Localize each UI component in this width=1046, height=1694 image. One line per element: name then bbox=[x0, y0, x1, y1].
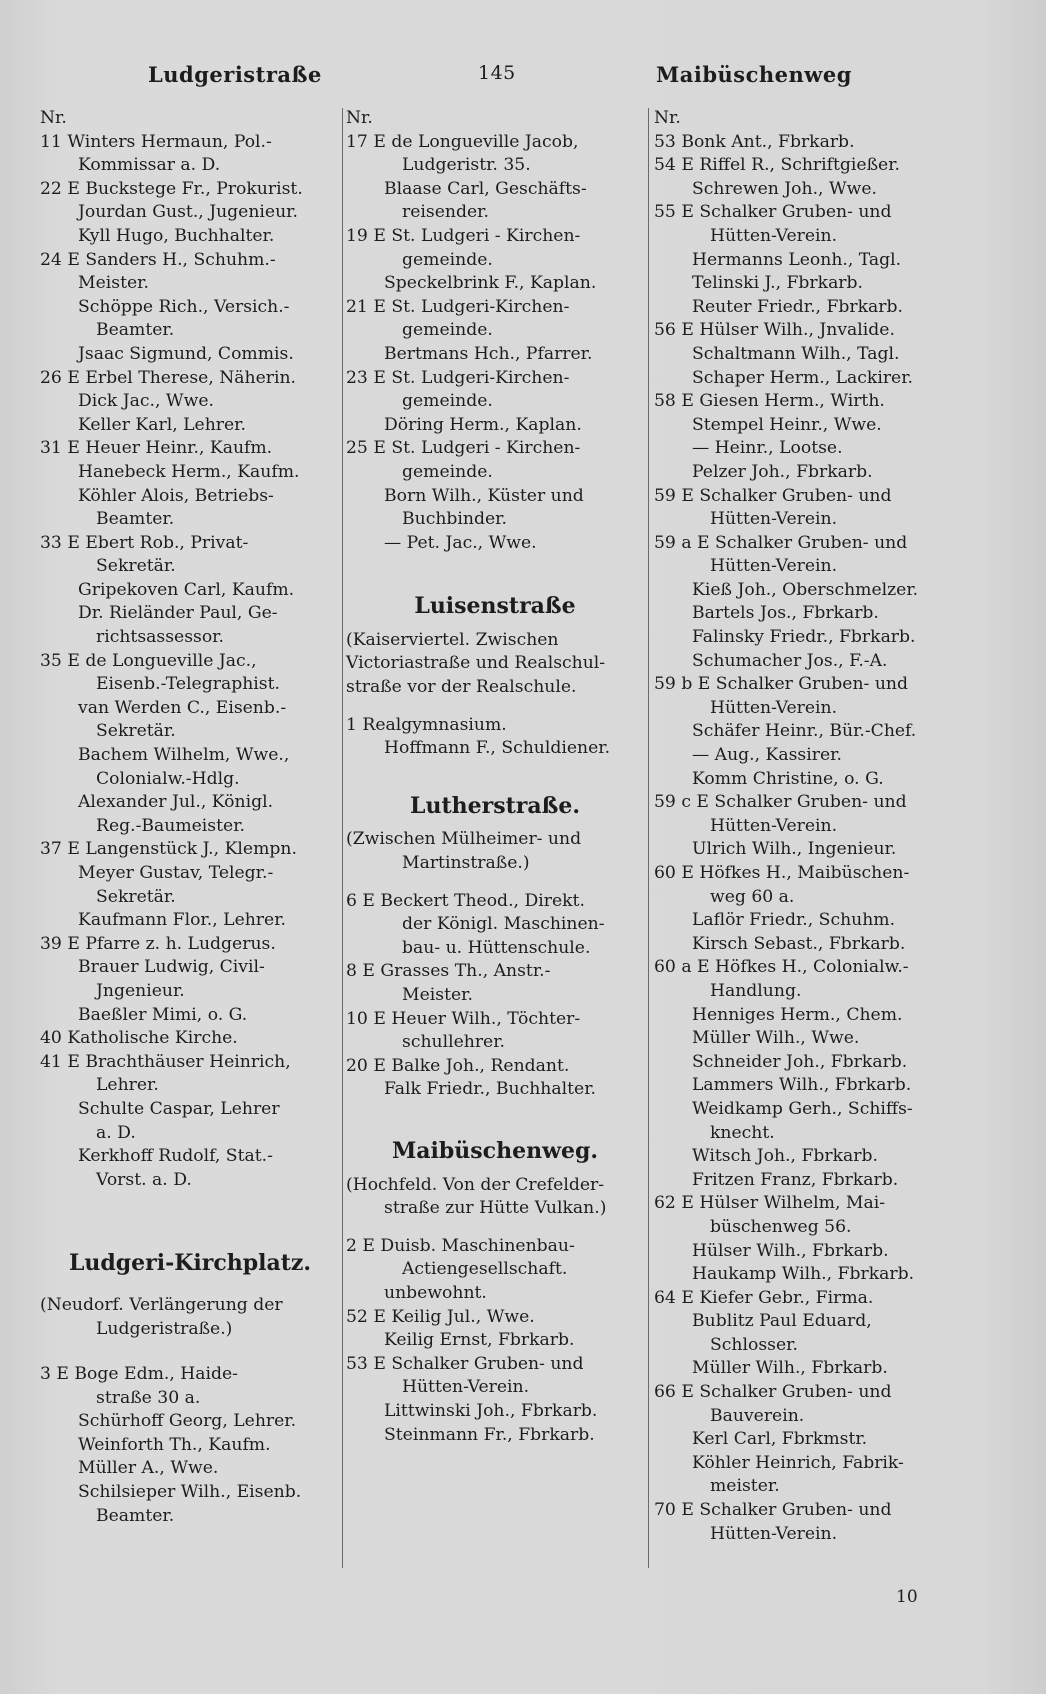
entry-line: Schrewen Joh., Wwe. bbox=[692, 178, 877, 199]
entry-line: 62 E Hülser Wilhelm, Mai- bbox=[654, 1193, 886, 1214]
entry-line: — Pet. Jac., Wwe. bbox=[384, 532, 537, 553]
spacer bbox=[346, 1221, 644, 1235]
street-note: straße zur Hütte Vulkan.) bbox=[384, 1198, 607, 1219]
entry-line: Kaufmann Flor., Lehrer. bbox=[78, 910, 286, 931]
entry-line: 59 a E Schalker Gruben- und bbox=[654, 532, 908, 553]
entry-line: 8 E Grasses Th., Anstr.- bbox=[346, 961, 551, 982]
entry-line: 11 Winters Hermaun, Pol.- bbox=[40, 131, 272, 152]
entry-line: 40 Katholische Kirche. bbox=[40, 1028, 238, 1049]
entry-line: Vorst. a. D. bbox=[96, 1169, 192, 1190]
entry-line: Beamter. bbox=[96, 1505, 175, 1526]
entry-line: 60 E Höfkes H., Maibüschen- bbox=[654, 863, 910, 883]
entry-line: 25 E St. Ludgeri - Kirchen- bbox=[346, 438, 581, 459]
entry-line: 53 E Schalker Gruben- und bbox=[346, 1353, 584, 1374]
street-heading: Maibüschenweg. bbox=[391, 1137, 599, 1164]
entry-line: Pelzer Joh., Fbrkarb. bbox=[692, 461, 873, 482]
spacer bbox=[346, 818, 644, 828]
entry-line: 59 b E Schalker Gruben- und bbox=[654, 674, 908, 695]
signature-mark: 10 bbox=[896, 1587, 918, 1607]
spacer bbox=[40, 1341, 340, 1363]
spacer bbox=[346, 761, 644, 795]
entry-line: Jourdan Gust., Jugenieur. bbox=[78, 202, 298, 223]
entry-line: Müller Wilh., Fbrkarb. bbox=[692, 1358, 888, 1379]
entry-line: 6 E Beckert Theod., Direkt. bbox=[346, 890, 585, 911]
entry-line: a. D. bbox=[96, 1122, 136, 1143]
entry-line: Actiengesellschaft. bbox=[402, 1259, 568, 1280]
entry-line: Falinsky Friedr., Fbrkarb. bbox=[692, 627, 916, 648]
entry-line: Witsch Joh., Fbrkarb. bbox=[692, 1146, 878, 1167]
column-rule bbox=[648, 108, 649, 1568]
entry-line: Handlung. bbox=[710, 980, 802, 1001]
entry-line: 3 E Boge Edm., Haide- bbox=[40, 1364, 238, 1385]
entry-line: 1 Realgymnasium. bbox=[346, 714, 507, 735]
entry-line: 31 E Heuer Heinr., Kaufm. bbox=[40, 438, 273, 459]
entry-line: Alexander Jul., Königl. bbox=[78, 792, 274, 813]
entry-line: Hütten-Verein. bbox=[710, 1523, 838, 1544]
spacer bbox=[40, 1192, 340, 1252]
entry-line: 23 E St. Ludgeri-Kirchen- bbox=[346, 367, 570, 388]
entry-line: gemeinde. bbox=[402, 320, 493, 341]
entry-line: Jsaac Sigmund, Commis. bbox=[78, 343, 294, 364]
entry-line: Komm Christine, o. G. bbox=[692, 768, 884, 789]
entry-line: Kerl Carl, Fbrkmstr. bbox=[692, 1429, 868, 1450]
entry-line: Meister. bbox=[78, 273, 149, 294]
street-note: (Kaiserviertel. Zwischen bbox=[346, 629, 559, 650]
entry-line: Keilig Ernst, Fbrkarb. bbox=[384, 1330, 575, 1351]
entry-line: 19 E St. Ludgeri - Kirchen- bbox=[346, 225, 581, 246]
entry-line: Laflör Friedr., Schuhm. bbox=[692, 910, 896, 931]
entry-line: 37 E Langenstück J., Klempn. bbox=[40, 839, 297, 860]
entry-line: Beamter. bbox=[96, 320, 175, 341]
entry-line: Speckelbrink F., Kaplan. bbox=[384, 273, 597, 294]
entry-line: 59 E Schalker Gruben- und bbox=[654, 485, 892, 506]
entry-line: Fritzen Franz, Fbrkarb. bbox=[692, 1169, 899, 1190]
spacer bbox=[346, 876, 644, 890]
entry-line: meister. bbox=[710, 1476, 780, 1497]
entry-line: Müller A., Wwe. bbox=[78, 1458, 219, 1479]
entry-line: Müller Wilh., Wwe. bbox=[692, 1028, 860, 1049]
entry-line: schullehrer. bbox=[402, 1032, 505, 1053]
entry-line: Kommissar a. D. bbox=[78, 155, 221, 176]
entry-line: Schumacher Jos., F.-A. bbox=[692, 650, 888, 671]
entry-line: Brauer Ludwig, Civil- bbox=[78, 957, 265, 978]
entry-line: gemeinde. bbox=[402, 249, 493, 270]
street-note: straße vor der Realschule. bbox=[346, 677, 577, 698]
entry-line: Hütten-Verein. bbox=[710, 225, 838, 246]
entry-line: Kieß Joh., Oberschmelzer. bbox=[692, 579, 919, 600]
entry-line: Henniges Herm., Chem. bbox=[692, 1004, 903, 1025]
street-note: Victoriastraße und Realschul- bbox=[346, 653, 606, 674]
entry-line: reisender. bbox=[402, 202, 489, 223]
entry-line: Falk Friedr., Buchhalter. bbox=[384, 1079, 596, 1100]
entry-line: Sekretär. bbox=[96, 721, 176, 742]
street-heading: Ludgeri-Kirchplatz. bbox=[68, 1250, 312, 1277]
entry-line: Schaper Herm., Lackirer. bbox=[692, 367, 914, 388]
entry-line: Schneider Joh., Fbrkarb. bbox=[692, 1051, 908, 1072]
entry-line: Hütten-Verein. bbox=[402, 1377, 530, 1398]
entry-line: Nr. bbox=[346, 108, 373, 128]
entry-line: büschenweg 56. bbox=[710, 1216, 852, 1237]
entry-line: Köhler Heinrich, Fabrik- bbox=[692, 1452, 904, 1473]
entry-line: 53 Bonk Ant., Fbrkarb. bbox=[654, 131, 855, 152]
spacer bbox=[346, 1164, 644, 1174]
entry-line: Hanebeck Herm., Kaufm. bbox=[78, 461, 300, 482]
entry-line: 64 E Kiefer Gebr., Firma. bbox=[654, 1287, 874, 1308]
entry-line: Lammers Wilh., Fbrkarb. bbox=[692, 1075, 912, 1096]
running-head-right: Maibüschenweg bbox=[656, 62, 852, 87]
entry-line: Born Wilh., Küster und bbox=[384, 485, 584, 506]
entry-line: 52 E Keilig Jul., Wwe. bbox=[346, 1306, 535, 1327]
entry-line: gemeinde. bbox=[402, 461, 493, 482]
entry-line: — Heinr., Lootse. bbox=[692, 438, 843, 459]
entry-line: Gripekoven Carl, Kaufm. bbox=[78, 579, 295, 600]
entry-line: Weinforth Th., Kaufm. bbox=[78, 1434, 271, 1455]
entry-line: richtsassessor. bbox=[96, 627, 224, 648]
entry-line: 22 E Buckstege Fr., Prokurist. bbox=[40, 178, 303, 199]
entry-line: 60 a E Höfkes H., Colonialw.- bbox=[654, 957, 909, 978]
entry-line: 55 E Schalker Gruben- und bbox=[654, 202, 892, 223]
entry-line: Lehrer. bbox=[96, 1075, 159, 1096]
entry-line: Meister. bbox=[402, 985, 473, 1005]
street-note: (Zwischen Mülheimer- und bbox=[346, 829, 582, 850]
column-rule bbox=[342, 108, 343, 1568]
entry-line: Schilsieper Wilh., Eisenb. bbox=[78, 1482, 302, 1503]
entry-line: 59 c E Schalker Gruben- und bbox=[654, 792, 907, 813]
entry-line: 66 E Schalker Gruben- und bbox=[654, 1382, 892, 1403]
street-note: Ludgeristraße.) bbox=[96, 1318, 233, 1339]
entry-line: Schaltmann Wilh., Tagl. bbox=[692, 343, 900, 364]
entry-line: straße 30 a. bbox=[96, 1387, 201, 1408]
spacer bbox=[346, 555, 644, 595]
entry-line: 54 E Riffel R., Schriftgießer. bbox=[654, 155, 901, 176]
entry-line: Reuter Friedr., Fbrkarb. bbox=[692, 296, 903, 317]
entry-line: Hülser Wilh., Fbrkarb. bbox=[692, 1240, 889, 1261]
spacer bbox=[346, 619, 644, 629]
entry-line: Kerkhoff Rudolf, Stat.- bbox=[78, 1146, 273, 1167]
entry-line: Bublitz Paul Eduard, bbox=[692, 1311, 872, 1332]
entry-line: Ulrich Wilh., Ingenieur. bbox=[692, 839, 897, 860]
entry-line: van Werden C., Eisenb.- bbox=[78, 697, 287, 718]
entry-line: unbewohnt. bbox=[384, 1282, 487, 1303]
entry-line: Hütten-Verein. bbox=[710, 556, 838, 577]
entry-line: Hütten-Verein. bbox=[710, 509, 838, 530]
entry-line: Reg.-Baumeister. bbox=[96, 815, 245, 836]
entry-line: 70 E Schalker Gruben- und bbox=[654, 1500, 892, 1521]
entry-line: Köhler Alois, Betriebs- bbox=[78, 485, 274, 506]
entry-line: Schöppe Rich., Versich.- bbox=[78, 296, 290, 317]
entry-line: Keller Karl, Lehrer. bbox=[78, 414, 246, 435]
street-heading: Lutherstraße. bbox=[410, 792, 580, 819]
entry-line: Eisenb.-Telegraphist. bbox=[96, 674, 280, 695]
entry-line: Kirsch Sebast., Fbrkarb. bbox=[692, 933, 906, 954]
entry-line: Nr. bbox=[40, 108, 67, 128]
spacer bbox=[346, 700, 644, 714]
entry-line: Stempel Heinr., Wwe. bbox=[692, 414, 882, 435]
entry-line: Döring Herm., Kaplan. bbox=[384, 414, 582, 435]
entry-line: Jngenieur. bbox=[96, 980, 185, 1001]
running-head-left: Ludgeristraße bbox=[148, 62, 322, 87]
entry-line: 21 E St. Ludgeri-Kirchen- bbox=[346, 296, 570, 317]
entry-line: 35 E de Longueville Jac., bbox=[40, 650, 257, 671]
entry-line: 26 E Erbel Therese, Näherin. bbox=[40, 367, 297, 388]
entry-line: Sekretär. bbox=[96, 886, 176, 907]
entry-line: Nr. bbox=[654, 108, 681, 128]
street-note: (Neudorf. Verlängerung der bbox=[40, 1294, 283, 1315]
entry-line: 2 E Duisb. Maschinenbau- bbox=[346, 1235, 575, 1256]
page-number: 145 bbox=[478, 62, 516, 84]
entry-line: Hermanns Leonh., Tagl. bbox=[692, 249, 902, 270]
entry-line: Schulte Caspar, Lehrer bbox=[78, 1098, 280, 1119]
street-note: Martinstraße.) bbox=[402, 853, 530, 874]
spacer bbox=[346, 1102, 644, 1140]
entry-line: 33 E Ebert Rob., Privat- bbox=[40, 532, 249, 553]
entry-line: Bachem Wilhelm, Wwe., bbox=[78, 745, 290, 766]
entry-line: Schürhoff Georg, Lehrer. bbox=[78, 1411, 297, 1432]
entry-line: 20 E Balke Joh., Rendant. bbox=[346, 1055, 570, 1076]
entry-line: Kyll Hugo, Buchhalter. bbox=[78, 225, 275, 246]
column-middle bbox=[346, 107, 644, 1447]
entry-line: Schäfer Heinr., Bür.-Chef. bbox=[692, 721, 917, 742]
entry-line: 58 E Giesen Herm., Wirth. bbox=[654, 391, 885, 412]
column-right bbox=[654, 107, 954, 1546]
entry-line: Baeßler Mimi, o. G. bbox=[78, 1004, 248, 1025]
entry-line: 56 E Hülser Wilh., Jnvalide. bbox=[654, 320, 895, 341]
entry-line: Bauverein. bbox=[710, 1405, 805, 1426]
entry-line: weg 60 a. bbox=[710, 886, 795, 907]
entry-line: Beamter. bbox=[96, 509, 175, 530]
entry-line: Dr. Rieländer Paul, Ge- bbox=[78, 603, 278, 624]
entry-line: Weidkamp Gerh., Schiffs- bbox=[692, 1098, 913, 1119]
column-left bbox=[40, 107, 340, 1528]
entry-line: Bartels Jos., Fbrkarb. bbox=[692, 603, 879, 624]
entry-line: 39 E Pfarre z. h. Ludgerus. bbox=[40, 933, 276, 954]
entry-line: Hütten-Verein. bbox=[710, 697, 838, 718]
entry-line: Dick Jac., Wwe. bbox=[78, 391, 214, 412]
entry-line: 10 E Heuer Wilh., Töchter- bbox=[346, 1008, 581, 1029]
spacer bbox=[40, 1276, 340, 1294]
entry-line: Littwinski Joh., Fbrkarb. bbox=[384, 1400, 598, 1421]
entry-line: gemeinde. bbox=[402, 391, 493, 412]
entry-line: 24 E Sanders H., Schuhm.- bbox=[40, 249, 276, 270]
entry-line: Steinmann Fr., Fbrkarb. bbox=[384, 1424, 595, 1445]
entry-line: der Königl. Maschinen- bbox=[402, 914, 605, 935]
entry-line: — Aug., Kassirer. bbox=[692, 745, 842, 766]
entry-line: Hoffmann F., Schuldiener. bbox=[384, 738, 611, 759]
entry-line: Meyer Gustav, Telegr.- bbox=[78, 863, 274, 883]
entry-line: knecht. bbox=[710, 1122, 775, 1143]
entry-line: Hütten-Verein. bbox=[710, 815, 838, 836]
entry-line: Blaase Carl, Geschäfts- bbox=[384, 178, 587, 199]
entry-line: Colonialw.-Hdlg. bbox=[96, 768, 240, 789]
entry-line: Schlosser. bbox=[710, 1334, 798, 1355]
entry-line: 41 E Brachthäuser Heinrich, bbox=[40, 1051, 291, 1072]
street-heading: Luisenstraße bbox=[414, 593, 576, 620]
entry-line: Ludgeristr. 35. bbox=[402, 155, 531, 176]
entry-line: Bertmans Hch., Pfarrer. bbox=[384, 343, 593, 364]
entry-line: bau- u. Hüttenschule. bbox=[402, 937, 591, 958]
entry-line: Telinski J., Fbrkarb. bbox=[692, 273, 863, 294]
street-note: (Hochfeld. Von der Crefelder- bbox=[346, 1174, 605, 1195]
entry-line: Haukamp Wilh., Fbrkarb. bbox=[692, 1264, 915, 1285]
entry-line: Buchbinder. bbox=[402, 509, 507, 530]
entry-line: 17 E de Longueville Jacob, bbox=[346, 131, 579, 152]
entry-line: Sekretär. bbox=[96, 556, 176, 577]
